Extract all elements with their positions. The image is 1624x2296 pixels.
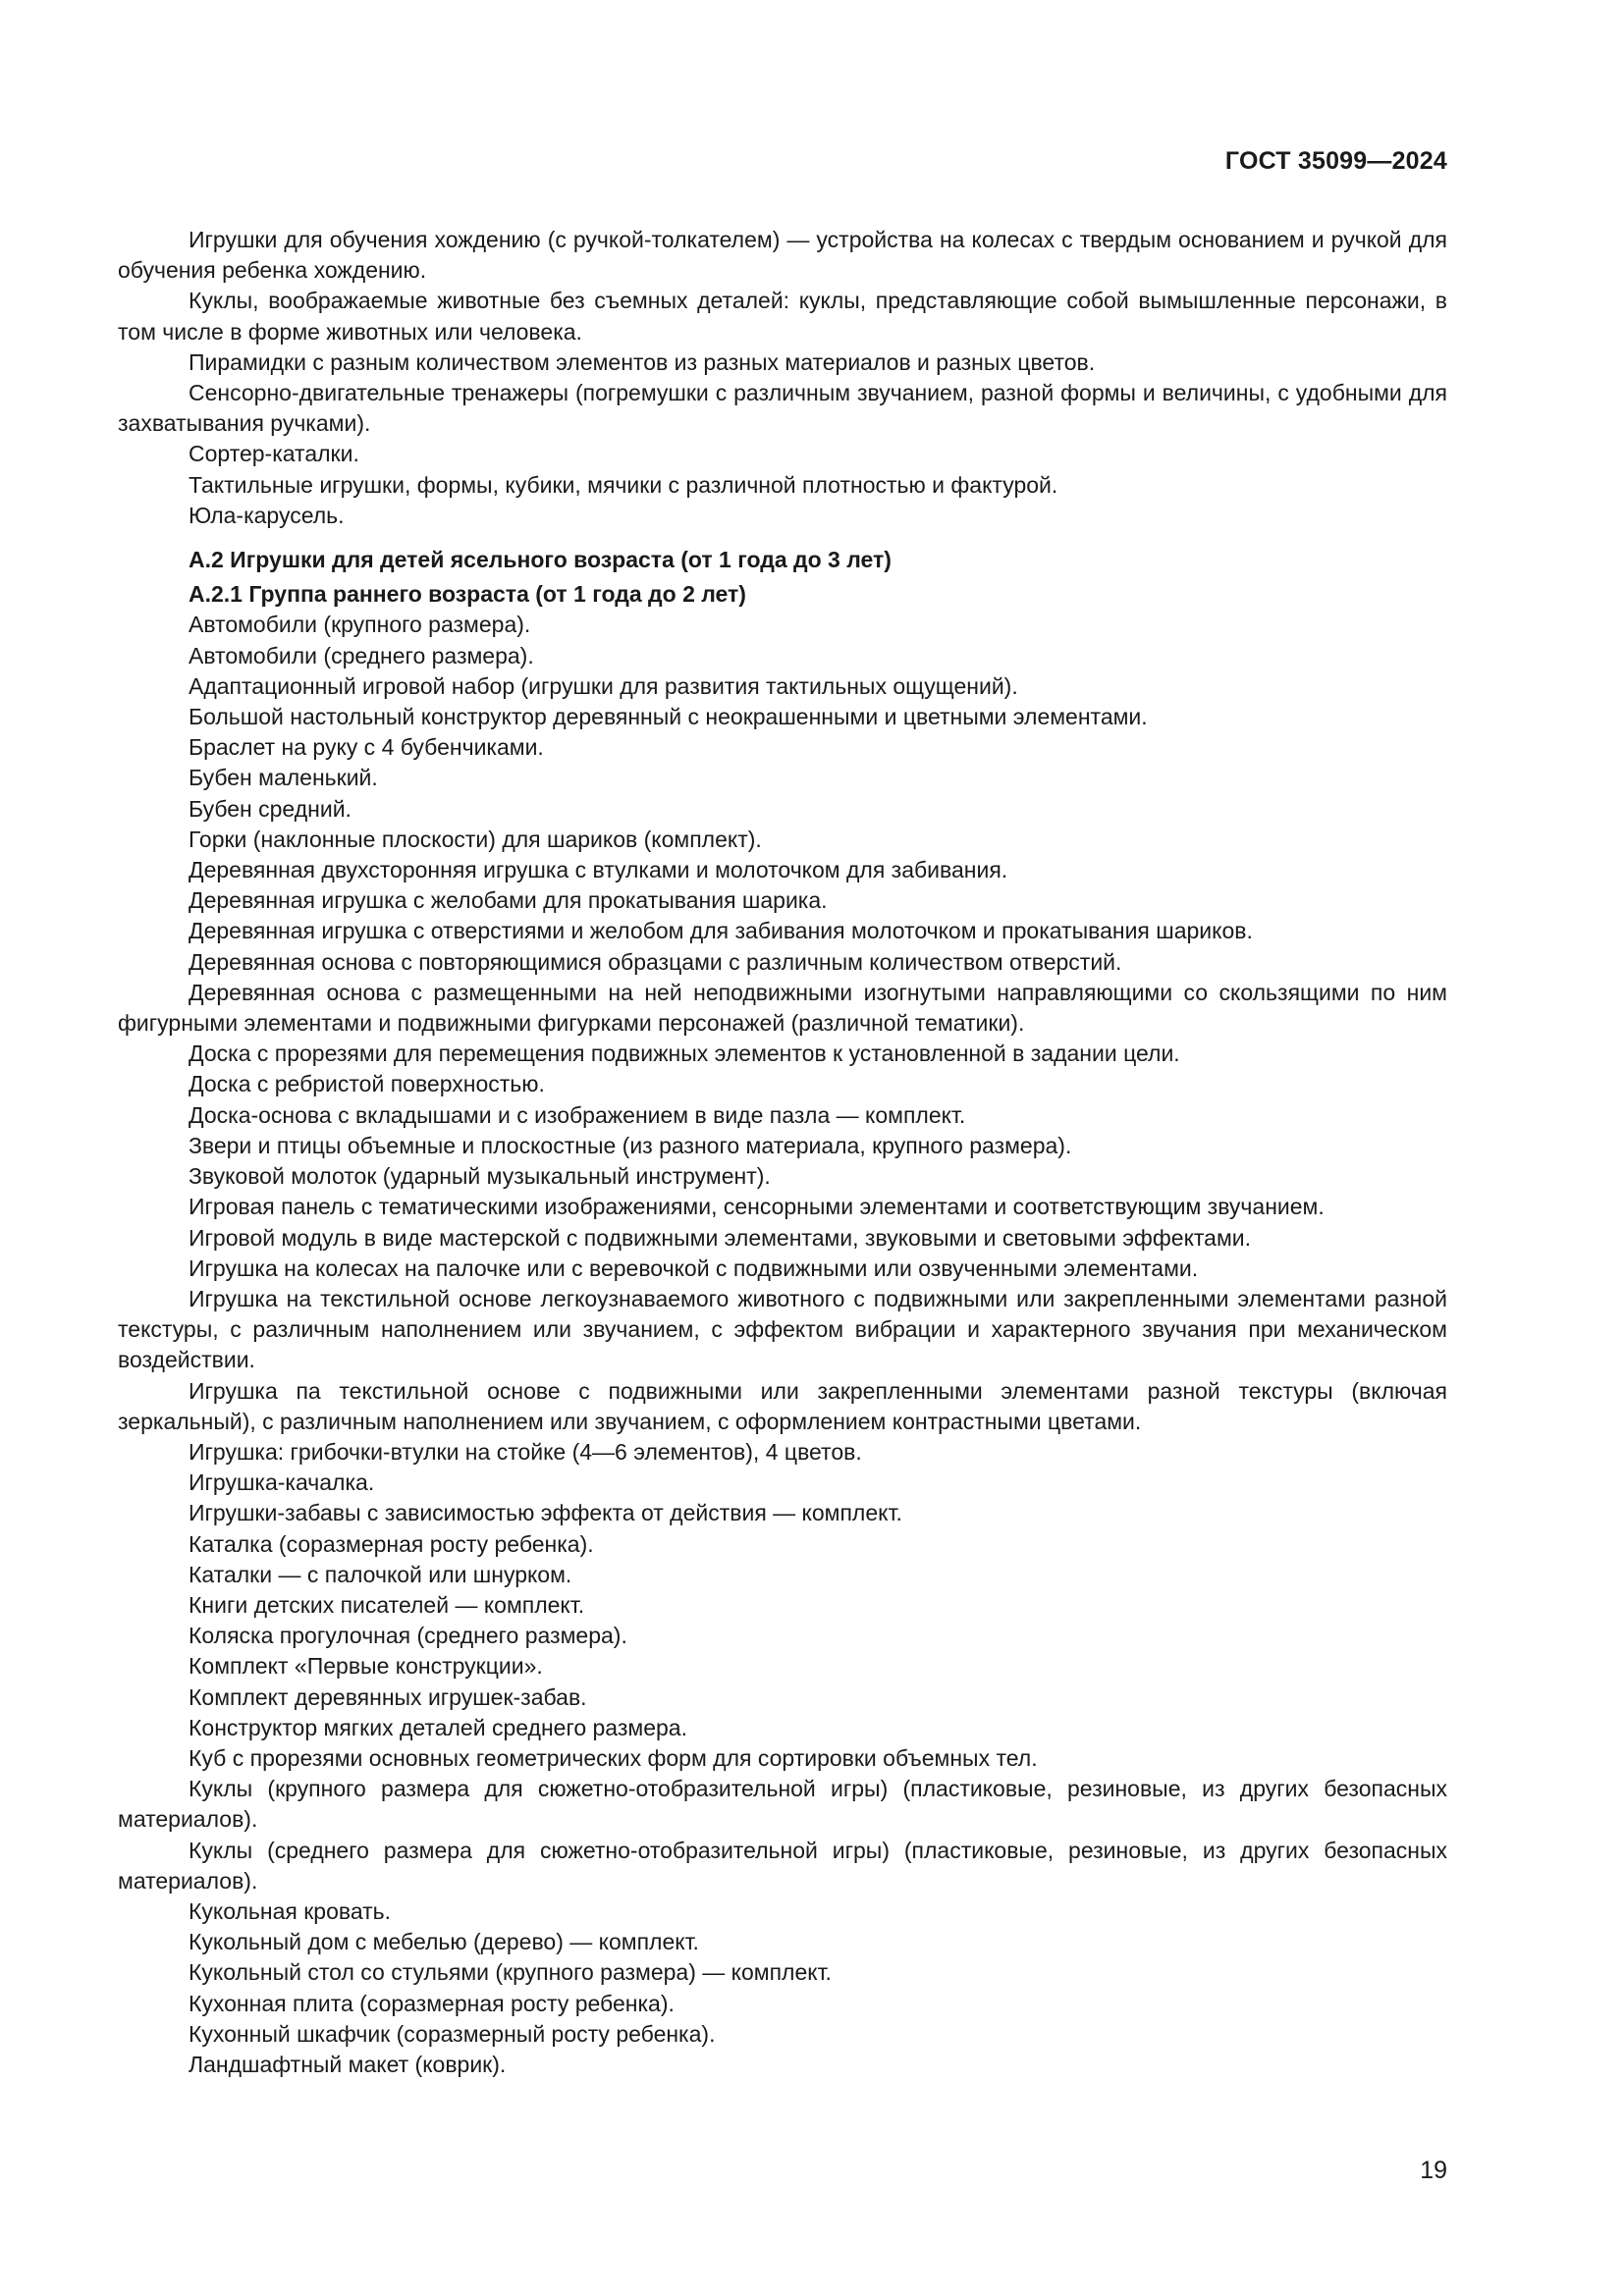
list-item: Куклы (среднего размера для сюжетно-отобразительной игры) (пластиковые, резиновые, из других безопасных материалов). bbox=[118, 1837, 1447, 1894]
list-item: Бубен маленький. bbox=[189, 765, 378, 791]
list-item: Кукольная кровать. bbox=[189, 1897, 392, 1924]
list-item: Доска с ребристой поверхностью. bbox=[189, 1071, 545, 1097]
list-item: Кухонная плита (соразмерная росту ребенка). bbox=[189, 1990, 675, 2016]
list-item: Конструктор мягких деталей среднего размера. bbox=[189, 1714, 687, 1740]
list-item: Деревянная игрушка с отверстиями и желобом для забивания молоточком и прокатывания шариков. bbox=[189, 918, 1253, 944]
list-item: Игровая панель с тематическими изображениями, сенсорными элементами и соответствующим звучанием. bbox=[189, 1194, 1325, 1220]
list-item: Комплект «Первые конструкции». bbox=[189, 1653, 543, 1680]
list-item: Автомобили (среднего размера). bbox=[189, 642, 534, 668]
list-item: Куклы (крупного размера для сюжетно-отобразительной игры) (пластиковые, резиновые, из других безопасных материалов). bbox=[118, 1776, 1447, 1833]
list-item: Кукольный дом с мебелью (дерево) — комплект. bbox=[189, 1929, 699, 1955]
page-number: 19 bbox=[1420, 2157, 1447, 2184]
a21-item-list bbox=[118, 610, 1447, 2080]
list-item: Книги детских писателей — комплект. bbox=[189, 1591, 585, 1618]
list-item: Автомобили (крупного размера). bbox=[189, 612, 531, 638]
list-item: Игрушка па текстильной основе с подвижными или закрепленными элементами разной текстуры (включая зеркальный), с различным наполнением или звучанием, с оформлением контрастными цветами. bbox=[118, 1377, 1447, 1434]
list-item: Игрушка: грибочки-втулки на стойке (4—6 элементов), 4 цветов. bbox=[189, 1438, 862, 1465]
list-item: Деревянная игрушка с желобами для прокатывания шарика. bbox=[189, 887, 828, 914]
list-item: Игрушка на текстильной основе легкоузнаваемого животного с подвижными или закрепленными элементами разной текстуры, с различным наполнением или звучанием, с эффектом вибрации и характерного звучания при механическом воздействии. bbox=[118, 1285, 1447, 1373]
list-item: Сортер-каталки. bbox=[189, 441, 359, 467]
section-heading-a2: А.2 Игрушки для детей ясельного возраста (от 1 года до 3 лет) bbox=[189, 547, 892, 573]
list-item: Звуковой молоток (ударный музыкальный инструмент). bbox=[189, 1163, 771, 1190]
list-item: Юла-карусель. bbox=[189, 502, 345, 528]
list-item: Ландшафтный макет (коврик). bbox=[189, 2051, 507, 2077]
list-item: Куб с прорезями основных геометрических форм для сортировки объемных тел. bbox=[189, 1744, 1038, 1771]
list-item: Адаптационный игровой набор (игрушки для развития тактильных ощущений). bbox=[189, 672, 1018, 699]
list-item: Каталки — с палочкой или шнурком. bbox=[189, 1561, 572, 1587]
list-item: Комплект деревянных игрушек-забав. bbox=[189, 1683, 587, 1710]
list-item: Игрушка на колесах на палочке или с веревочкой с подвижными или озвученными элементами. bbox=[189, 1255, 1199, 1281]
list-item: Деревянная двухсторонняя игрушка с втулками и молоточком для забивания. bbox=[189, 857, 1008, 883]
list-item: Игрушки-забавы с зависимостью эффекта от действия — комплект. bbox=[189, 1500, 902, 1526]
section-heading-a21: А.2.1 Группа раннего возраста (от 1 года до 2 лет) bbox=[189, 581, 746, 608]
list-item: Пирамидки с разным количеством элементов из разных материалов и разных цветов. bbox=[189, 348, 1096, 375]
intro-list bbox=[118, 225, 1447, 531]
list-item: Куклы, воображаемые животные без съемных деталей: куклы, представляющие собой вымышленные персонажи, в том числе в форме животных или человека. bbox=[118, 288, 1447, 345]
list-item: Игровой модуль в виде мастерской с подвижными элементами, звуковыми и световыми эффектами. bbox=[189, 1224, 1252, 1251]
list-item: Браслет на руку с 4 бубенчиками. bbox=[189, 734, 544, 761]
list-item: Большой настольный конструктор деревянный с неокрашенными и цветными элементами. bbox=[189, 704, 1148, 730]
list-item: Горки (наклонные плоскости) для шариков (комплект). bbox=[189, 826, 762, 852]
list-item: Каталка (соразмерная росту ребенка). bbox=[189, 1530, 594, 1557]
list-item: Сенсорно-двигательные тренажеры (погремушки с различным звучанием, разной формы и величины, с удобными для захватывания ручками). bbox=[118, 380, 1447, 437]
list-item: Кукольный стол со стульями (крупного размера) — комплект. bbox=[189, 1959, 832, 1986]
list-item: Тактильные игрушки, формы, кубики, мячики с различной плотностью и фактурой. bbox=[189, 471, 1058, 498]
list-item: Игрушка-качалка. bbox=[189, 1469, 375, 1496]
list-item: Кухонный шкафчик (соразмерный росту ребенка). bbox=[189, 2020, 716, 2047]
list-item: Деревянная основа с повторяющимися образцами с различным количеством отверстий. bbox=[189, 948, 1122, 975]
document-header: ГОСТ 35099—2024 bbox=[1224, 147, 1447, 175]
list-item: Коляска прогулочная (среднего размера). bbox=[189, 1623, 627, 1649]
list-item: Доска-основа с вкладышами и с изображением в виде пазла — комплект. bbox=[189, 1101, 966, 1128]
list-item: Доска с прорезями для перемещения подвижных элементов к установленной в задании цели. bbox=[189, 1041, 1180, 1067]
list-item: Звери и птицы объемные и плоскостные (из разного материала, крупного размера). bbox=[189, 1132, 1072, 1158]
document-body bbox=[118, 225, 1447, 2080]
list-item: Игрушки для обучения хождению (с ручкой-толкателем) — устройства на колесах с твердым основанием и ручкой для обучения ребенка хождению. bbox=[118, 227, 1447, 284]
list-item: Деревянная основа с размещенными на ней неподвижными изогнутыми направляющими со скользящими по ним фигурными элементами и подвижными фигурками персонажей (различной тематики). bbox=[118, 979, 1447, 1037]
list-item: Бубен средний. bbox=[189, 795, 352, 822]
